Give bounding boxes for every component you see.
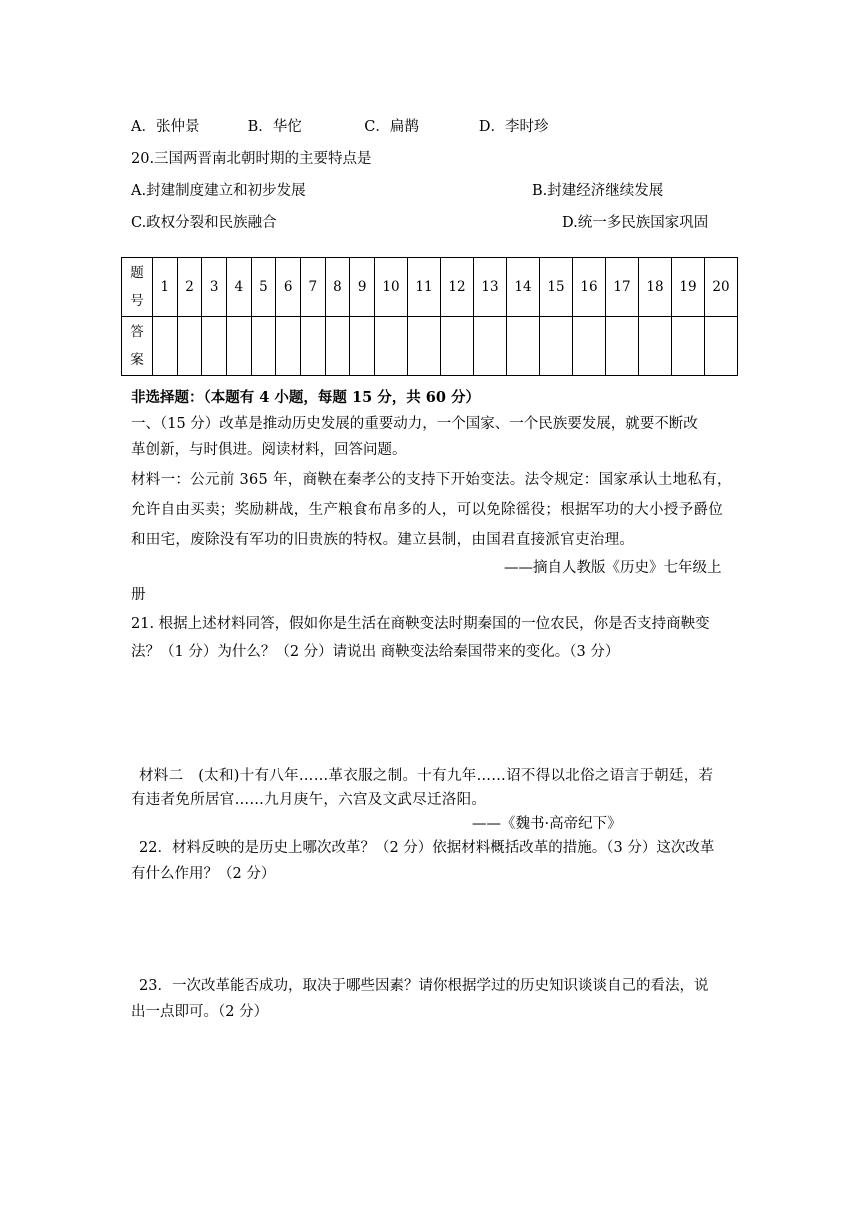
q23-line1: 23．一次改革能否成功，取决于哪些因素？请你根据学过的历史知识谈谈自己的看法，说: [139, 978, 709, 994]
q22-line1: 22．材料反映的是历史上哪次改革？（2 分）依据材料概括改革的措施。（3 分）这次改革: [139, 840, 715, 856]
table-number-cell: 13: [474, 258, 507, 317]
table-number-cell: 15: [540, 258, 573, 317]
table-number-cell: 7: [300, 258, 325, 317]
table-header-daan: 答 案: [122, 317, 153, 376]
table-number-cell: 1: [153, 258, 178, 317]
table-number-cell: 16: [573, 258, 606, 317]
answer-table-number-row: [122, 258, 738, 317]
table-number-cell: 3: [202, 258, 227, 317]
section2-intro-line2: 革创新，与时俱进。阅读材料，回答问题。: [131, 442, 407, 458]
answer-cell[interactable]: [573, 317, 606, 376]
answer-cell[interactable]: [408, 317, 441, 376]
answer-cell[interactable]: [606, 317, 639, 376]
material1-line1: 材料一：公元前 365 年，商鞅在秦孝公的支持下开始变法。法令规定：国家承认土地私有，: [131, 472, 732, 488]
answer-cell[interactable]: [375, 317, 408, 376]
answer-cell[interactable]: [325, 317, 350, 376]
material1-line3: 和田宅，废除没有军功的旧贵族的特权。建立县制，由国君直接派官吏治理。: [131, 532, 635, 548]
answer-cell[interactable]: [153, 317, 178, 376]
table-number-cell: 5: [251, 258, 276, 317]
material1-source-cont: 册: [131, 587, 146, 603]
q19-options: [131, 115, 548, 136]
q20-option-d: D.统一多民族国家巩固: [562, 215, 709, 231]
table-number-cell: 18: [639, 258, 672, 317]
answer-cell[interactable]: [441, 317, 474, 376]
q23-answer-space[interactable]: [131, 1028, 731, 1148]
section2-heading: 非选择题：（本题有 4 小题，每题 15 分，共 60 分）: [131, 389, 480, 406]
table-number-cell: 17: [606, 258, 639, 317]
answer-table-answer-row: [122, 317, 738, 376]
q21-answer-space[interactable]: [131, 668, 731, 758]
answer-cell[interactable]: [202, 317, 227, 376]
table-number-cell: 9: [350, 258, 375, 317]
material2-source: ——《魏书·高帝纪下》: [472, 816, 622, 832]
material1-source: ——摘自人教版《历史》七年级上: [504, 560, 722, 576]
answer-cell[interactable]: [350, 317, 375, 376]
answer-cell[interactable]: [276, 317, 301, 376]
q23-line2: 出一点即可。（2 分）: [131, 1004, 269, 1020]
answer-table: [121, 257, 738, 376]
q19-option-c: C．扁鹊: [364, 119, 419, 135]
answer-cell[interactable]: [300, 317, 325, 376]
table-number-cell: 11: [408, 258, 441, 317]
answer-cell[interactable]: [672, 317, 705, 376]
table-header-tihao: 题 号: [122, 258, 153, 317]
table-number-cell: 4: [226, 258, 251, 317]
material1-line2: 允许自由买卖；奖励耕战，生产粮食布帛多的人，可以免除徭役；根据军功的大小授予爵位: [131, 502, 723, 518]
answer-cell[interactable]: [639, 317, 672, 376]
table-number-cell: 20: [705, 258, 738, 317]
answer-cell[interactable]: [507, 317, 540, 376]
answer-cell[interactable]: [177, 317, 202, 376]
q22-answer-space[interactable]: [131, 890, 731, 970]
q19-option-b: B．华佗: [247, 119, 302, 135]
table-number-cell: 14: [507, 258, 540, 317]
answer-cell[interactable]: [226, 317, 251, 376]
answer-cell[interactable]: [705, 317, 738, 376]
table-number-cell: 12: [441, 258, 474, 317]
q20-option-c: C.政权分裂和民族融合: [131, 215, 277, 231]
q21-line1: 21. 根据上述材料同答，假如你是生活在商鞅变法时期秦国的一位农民，你是否支持商鞅变: [131, 616, 710, 632]
q19-option-d: D．李时珍: [478, 119, 549, 135]
q20-option-a: A.封建制度建立和初步发展: [131, 183, 306, 199]
q20-option-b: B.封建经济继续发展: [532, 183, 664, 199]
material2-line2: 有违者免所居官……九月庚午，六宫及文武尽迁洛阳。: [131, 792, 487, 808]
q20-stem: 20.三国两晋南北朝时期的主要特点是: [131, 151, 372, 167]
answer-cell[interactable]: [251, 317, 276, 376]
q21-line2: 法？（1 分）为什么？（2 分）请说出 商鞅变法给秦国带来的变化。（3 分）: [131, 644, 620, 660]
answer-cell[interactable]: [474, 317, 507, 376]
q19-option-a: A．张仲景: [131, 119, 200, 135]
table-number-cell: 6: [276, 258, 301, 317]
table-number-cell: 2: [177, 258, 202, 317]
table-number-cell: 8: [325, 258, 350, 317]
section2-intro-line1: 一、（15 分）改革是推动历史发展的重要动力，一个国家、一个民族要发展，就要不断改: [131, 416, 698, 432]
table-number-cell: 10: [375, 258, 408, 317]
table-number-cell: 19: [672, 258, 705, 317]
answer-cell[interactable]: [540, 317, 573, 376]
material2-line1: 材料二 (太和)十有八年……革衣服之制。十有九年……诏不得以北俗之语言于朝廷，若: [139, 768, 714, 784]
q22-line2: 有什么作用？（2 分）: [131, 866, 276, 882]
